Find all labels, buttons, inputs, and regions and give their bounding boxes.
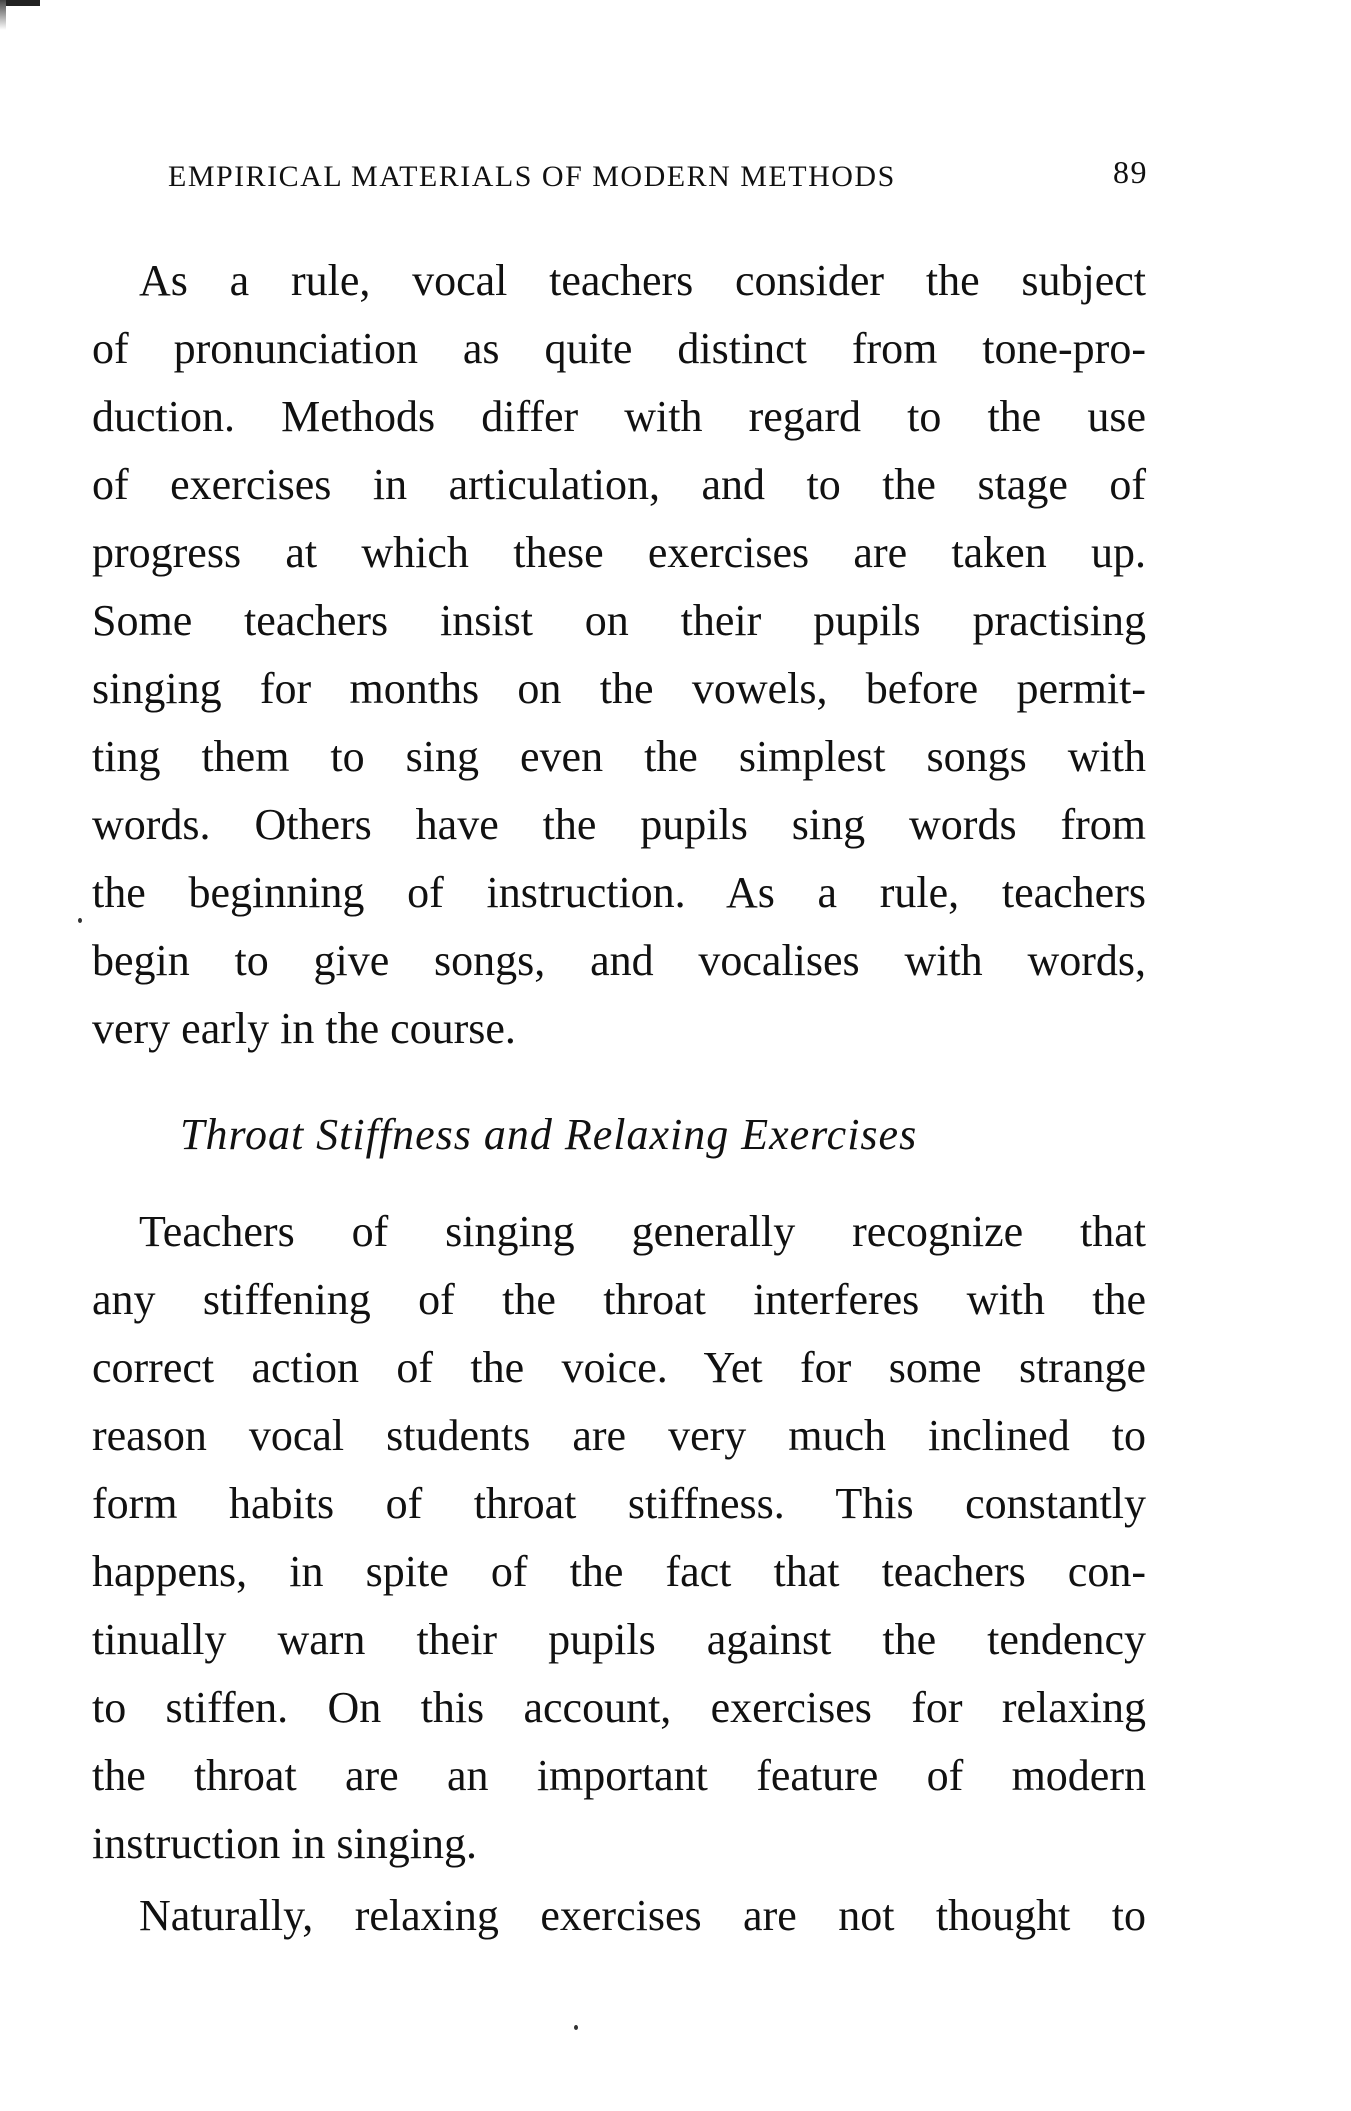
scan-corner-mark: [0, 0, 40, 6]
text-line: ting them to sing even the simplest songs with: [92, 732, 1146, 781]
text-line: tinually warn their pupils against the tendency: [92, 1615, 1146, 1664]
section-heading: Throat Stiffness and Relaxing Exercises: [180, 1110, 918, 1159]
text-line: Naturally, relaxing exercises are not thought to: [139, 1891, 1146, 1940]
text-line: of pronunciation as quite distinct from tone-pro-: [92, 324, 1146, 373]
page-number: 89: [1113, 154, 1148, 190]
running-header: [168, 154, 1148, 194]
scan-speck: [78, 918, 82, 923]
text-line: Some teachers insist on their pupils practising: [92, 596, 1146, 645]
text-line: happens, in spite of the fact that teachers con-: [92, 1547, 1146, 1596]
scan-corner-shadow: [0, 0, 6, 30]
text-line: of exercises in articulation, and to the stage of: [92, 460, 1146, 509]
text-line: the throat are an important feature of modern: [92, 1751, 1146, 1800]
scan-speck: [574, 2025, 578, 2030]
text-line: Teachers of singing generally recognize that: [139, 1207, 1146, 1256]
text-line: the beginning of instruction. As a rule, teachers: [92, 868, 1146, 917]
text-line: any stiffening of the throat interferes with the: [92, 1275, 1146, 1324]
text-line: duction. Methods differ with regard to the use: [92, 392, 1146, 441]
text-line: As a rule, vocal teachers consider the subject: [139, 256, 1146, 305]
text-line: reason vocal students are very much inclined to: [92, 1411, 1146, 1460]
text-line: correct action of the voice. Yet for some strange: [92, 1343, 1146, 1392]
text-line: progress at which these exercises are taken up.: [92, 528, 1146, 577]
text-line: singing for months on the vowels, before permit-: [92, 664, 1146, 713]
text-line: begin to give songs, and vocalises with words,: [92, 936, 1146, 985]
text-line: to stiffen. On this account, exercises for relaxing: [92, 1683, 1146, 1732]
text-line: words. Others have the pupils sing words from: [92, 800, 1146, 849]
text-line: instruction in singing.: [92, 1819, 477, 1868]
running-title: EMPIRICAL MATERIALS OF MODERN METHODS: [168, 160, 896, 193]
text-line: very early in the course.: [92, 1004, 516, 1053]
text-line: form habits of throat stiffness. This constantly: [92, 1479, 1146, 1528]
